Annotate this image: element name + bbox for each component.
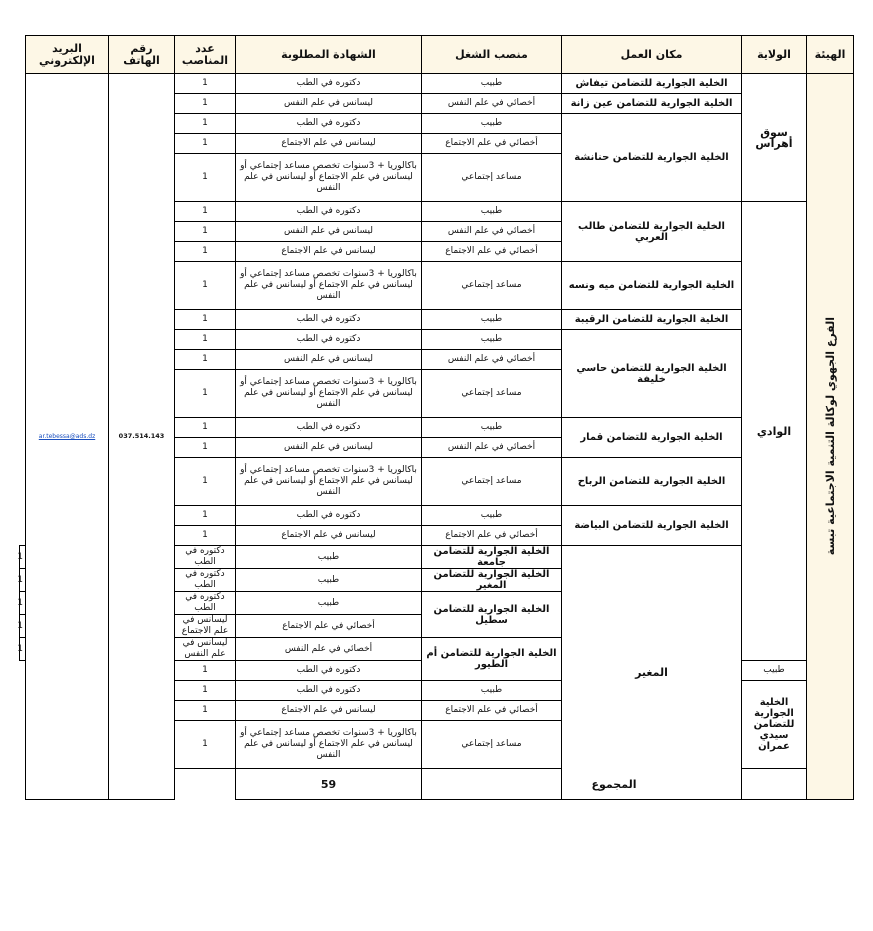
position-cell: أخصائي في علم الاجتماع (422, 701, 562, 721)
workplace-cell: الخلية الجوارية للتضامن حاسي خليفة (562, 330, 742, 418)
workplace-cell: الخلية الجوارية للتضامن جامعة (422, 546, 562, 569)
count-cell: 1 (20, 592, 26, 615)
certificate-cell: دكتوره في الطب (236, 681, 422, 701)
wilaya-cell: سوق أهراس (742, 74, 807, 202)
position-cell: أخصائي في علم النفس (422, 94, 562, 114)
count-cell: 1 (175, 721, 236, 769)
position-cell: طبيب (422, 74, 562, 94)
count-cell: 1 (175, 202, 236, 222)
certificate-cell: دكتوره في الطب (236, 661, 422, 681)
certificate-cell: باكالوريا + 3سنوات تخصص مساعد إجتماعي أو ليسانس في علم الاجتماع أو ليسانس في علم النفس (236, 154, 422, 202)
workplace-cell: الخلية الجوارية للتضامن سيدي عمران (742, 681, 807, 769)
certificate-cell: ليسانس في علم النفس (175, 638, 236, 661)
certificate-cell: باكالوريا + 3سنوات تخصص مساعد إجتماعي أو ليسانس في علم الاجتماع أو ليسانس في علم النفس (236, 370, 422, 418)
count-cell: 1 (175, 506, 236, 526)
count-cell: 1 (175, 458, 236, 506)
position-cell: مساعد إجتماعي (422, 154, 562, 202)
position-cell: أخصائي في علم النفس (422, 222, 562, 242)
certificate-cell: ليسانس في علم الاجتماع (236, 134, 422, 154)
position-cell: طبيب (742, 661, 807, 681)
count-cell: 1 (175, 701, 236, 721)
workplace-cell: الخلية الجوارية للتضامن سطيل (422, 592, 562, 638)
position-cell: طبيب (422, 681, 562, 701)
position-cell: مساعد إجتماعي (422, 262, 562, 310)
position-cell: أخصائي في علم النفس (236, 638, 422, 661)
certificate-cell: دكتوره في الطب (236, 74, 422, 94)
position-cell: طبيب (422, 202, 562, 222)
table-row (20, 74, 854, 94)
certificate-cell: باكالوريا + 3سنوات تخصص مساعد إجتماعي أو ليسانس في علم الاجتماع أو ليسانس في علم النفس (236, 458, 422, 506)
count-cell: 1 (175, 242, 236, 262)
workplace-cell: الخلية الجوارية للتضامن قمار (562, 418, 742, 458)
count-cell: 1 (175, 114, 236, 134)
certificate-cell: ليسانس في علم الاجتماع (236, 526, 422, 546)
count-cell: 1 (175, 222, 236, 242)
certificate-cell: باكالوريا + 3سنوات تخصص مساعد إجتماعي أو ليسانس في علم الاجتماع أو ليسانس في علم النفس (236, 262, 422, 310)
phone-cell: 037.514.143 (109, 74, 175, 800)
workplace-cell: الخلية الجوارية للتضامن الرباح (562, 458, 742, 506)
certificate-cell: دكتوره في الطب (236, 202, 422, 222)
position-cell: طبيب (236, 546, 422, 569)
certificate-cell: ليسانس في علم الاجتماع (175, 615, 236, 638)
count-cell: 1 (175, 526, 236, 546)
certificate-cell: دكتوره في الطب (175, 546, 236, 569)
count-cell: 1 (175, 134, 236, 154)
wilaya-cell: الوادي (742, 202, 807, 661)
workplace-cell: الخلية الجوارية للتضامن تيفاش (562, 74, 742, 94)
position-cell: أخصائي في علم الاجتماع (236, 615, 422, 638)
count-cell: 1 (20, 546, 26, 569)
workplace-cell: الخلية الجوارية للتضامن الرقيبة (562, 310, 742, 330)
position-cell: طبيب (236, 569, 422, 592)
jobs-table (19, 35, 854, 800)
position-cell: طبيب (422, 418, 562, 438)
count-cell: 1 (175, 438, 236, 458)
certificate-cell: دكتوره في الطب (236, 418, 422, 438)
wilaya-cell: المغير (562, 546, 742, 800)
position-cell: مساعد إجتماعي (422, 721, 562, 769)
certificate-cell: ليسانس في علم النفس (236, 438, 422, 458)
count-cell: 1 (175, 418, 236, 438)
certificate-cell: ليسانس في علم الاجتماع (236, 701, 422, 721)
header-phone: رقم الهاتف (109, 36, 175, 74)
certificate-cell: دكتوره في الطب (236, 506, 422, 526)
header-workplace: مكان العمل (562, 36, 742, 74)
count-cell: 1 (175, 74, 236, 94)
count-cell: 1 (175, 330, 236, 350)
certificate-cell: ليسانس في علم النفس (236, 350, 422, 370)
header-email: البريد الإلكتروني (26, 36, 109, 74)
workplace-cell: الخلية الجوارية للتضامن حنانشة (562, 114, 742, 202)
position-cell: أخصائي في علم الاجتماع (422, 242, 562, 262)
header-position: منصب الشغل (422, 36, 562, 74)
count-cell: 1 (175, 310, 236, 330)
header-organization: الهيئة (807, 36, 854, 74)
certificate-cell: دكتوره في الطب (236, 114, 422, 134)
header-certificate: الشهادة المطلوبة (236, 36, 422, 74)
count-cell: 1 (175, 262, 236, 310)
certificate-cell: دكتوره في الطب (175, 569, 236, 592)
position-cell: أخصائي في علم النفس (422, 438, 562, 458)
workplace-cell: الخلية الجوارية للتضامن البياضة (562, 506, 742, 546)
total-label: المجموع (422, 769, 807, 800)
position-cell: أخصائي في علم الاجتماع (422, 526, 562, 546)
certificate-cell: ليسانس في علم النفس (236, 222, 422, 242)
count-cell: 1 (175, 370, 236, 418)
organization-cell (807, 74, 854, 800)
position-cell: مساعد إجتماعي (422, 370, 562, 418)
workplace-cell: الخلية الجوارية للتضامن أم الطيور (422, 638, 562, 681)
workplace-cell: الخلية الجوارية للتضامن المغير (422, 569, 562, 592)
certificate-cell: باكالوريا + 3سنوات تخصص مساعد إجتماعي أو ليسانس في علم الاجتماع أو ليسانس في علم النفس (236, 721, 422, 769)
email-link[interactable]: ar.tebessa@ads.dz (26, 74, 109, 800)
workplace-cell: الخلية الجوارية للتضامن طالب العربي (562, 202, 742, 262)
position-cell: طبيب (422, 114, 562, 134)
position-cell: طبيب (422, 310, 562, 330)
position-cell: أخصائي في علم الاجتماع (422, 134, 562, 154)
total-value: 59 (236, 769, 422, 800)
certificate-cell: دكتوره في الطب (236, 310, 422, 330)
count-cell: 1 (20, 569, 26, 592)
position-cell: طبيب (422, 330, 562, 350)
workplace-cell: الخلية الجوارية للتضامن عين زانة (562, 94, 742, 114)
organization-name: الفرع الجهوي لوكالة التنمية الاجتماعية تبسة (823, 317, 837, 556)
header-wilaya: الولاية (742, 36, 807, 74)
workplace-cell: الخلية الجوارية للتضامن ميه ونسه (562, 262, 742, 310)
count-cell: 1 (175, 94, 236, 114)
position-cell: طبيب (236, 592, 422, 615)
certificate-cell: ليسانس في علم النفس (236, 94, 422, 114)
count-cell: 1 (175, 681, 236, 701)
count-cell: 1 (175, 661, 236, 681)
header-count: عدد المناصب (175, 36, 236, 74)
position-cell: أخصائي في علم النفس (422, 350, 562, 370)
certificate-cell: ليسانس في علم الاجتماع (236, 242, 422, 262)
certificate-cell: دكتوره في الطب (236, 330, 422, 350)
position-cell: مساعد إجتماعي (422, 458, 562, 506)
count-cell: 1 (20, 615, 26, 638)
count-cell: 1 (20, 638, 26, 661)
count-cell: 1 (175, 154, 236, 202)
header-row (20, 36, 854, 74)
certificate-cell: دكتوره في الطب (175, 592, 236, 615)
count-cell: 1 (175, 350, 236, 370)
position-cell: طبيب (422, 506, 562, 526)
